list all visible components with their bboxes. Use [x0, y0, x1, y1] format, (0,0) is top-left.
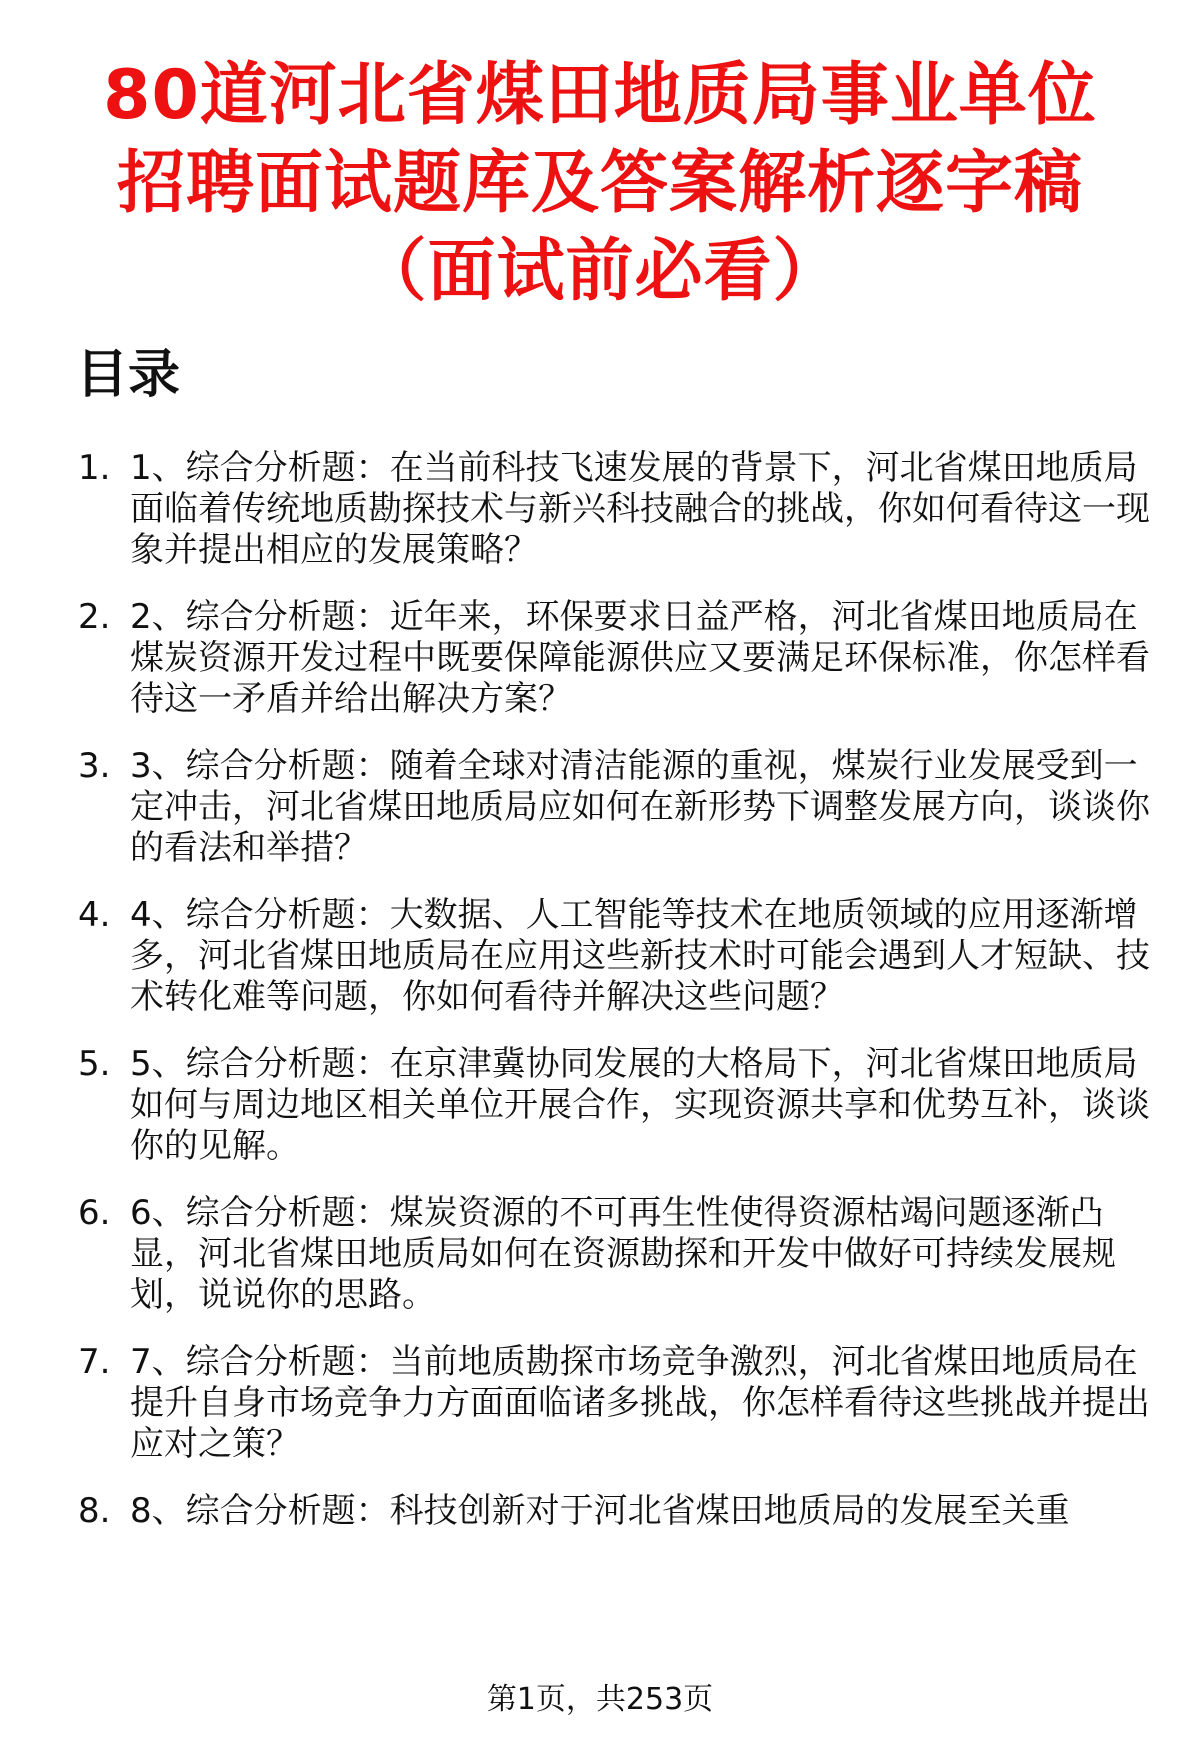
toc-item-text[interactable]: 1、综合分析题：在当前科技飞速发展的背景下，河北省煤田地质局面临着传统地质勘探技术与新兴科技融合的挑战，你如何看待这一现象并提出相应的发展策略？ [130, 448, 1150, 570]
toc-item-number: 4. [78, 895, 111, 935]
toc-item-number: 8. [78, 1491, 111, 1531]
toc-item-number: 2. [78, 597, 111, 637]
toc-item-number: 5. [78, 1044, 111, 1084]
toc-list [0, 448, 1200, 1558]
toc-item-number: 7. [78, 1342, 111, 1382]
toc-item[interactable] [0, 895, 1200, 1018]
toc-item-number: 1. [78, 448, 111, 488]
toc-item[interactable] [0, 1044, 1200, 1167]
toc-item-number: 3. [78, 746, 111, 786]
toc-item-text[interactable]: 8、综合分析题：科技创新对于河北省煤田地质局的发展至关重 [130, 1491, 1070, 1531]
document-title: 80道河北省煤田地质局事业单位招聘面试题库及答案解析逐字稿（面试前必看） [103, 56, 1097, 311]
toc-item[interactable] [0, 1193, 1200, 1316]
toc-item[interactable] [0, 597, 1200, 720]
toc-item[interactable] [0, 1342, 1200, 1465]
toc-item-text[interactable]: 2、综合分析题：近年来，环保要求日益严格，河北省煤田地质局在煤炭资源开发过程中既要保障能源供应又要满足环保标准，你怎样看待这一矛盾并给出解决方案？ [130, 597, 1150, 719]
toc-item-text[interactable]: 6、综合分析题：煤炭资源的不可再生性使得资源枯竭问题逐渐凸显，河北省煤田地质局如何在资源勘探和开发中做好可持续发展规划，说说你的思路。 [130, 1193, 1116, 1315]
toc-item-number: 6. [78, 1193, 111, 1233]
toc-item[interactable] [0, 448, 1200, 571]
page-number-footer: 第1页，共253页 [486, 1682, 714, 1717]
toc-item[interactable] [0, 746, 1200, 869]
toc-item-text[interactable]: 5、综合分析题：在京津冀协同发展的大格局下，河北省煤田地质局如何与周边地区相关单位开展合作，实现资源共享和优势互补，谈谈你的见解。 [130, 1044, 1150, 1166]
toc-item-text[interactable]: 7、综合分析题：当前地质勘探市场竞争激烈，河北省煤田地质局在提升自身市场竞争力方面面临诸多挑战，你怎样看待这些挑战并提出应对之策？ [130, 1342, 1150, 1464]
toc-heading: 目录 [76, 345, 181, 405]
toc-item-text[interactable]: 3、综合分析题：随着全球对清洁能源的重视，煤炭行业发展受到一定冲击，河北省煤田地质局应如何在新形势下调整发展方向，谈谈你的看法和举措？ [130, 746, 1150, 868]
toc-item-text[interactable]: 4、综合分析题：大数据、人工智能等技术在地质领域的应用逐渐增多，河北省煤田地质局在应用这些新技术时可能会遇到人才短缺、技术转化难等问题，你如何看待并解决这些问题？ [130, 895, 1150, 1017]
toc-item[interactable] [0, 1491, 1200, 1532]
